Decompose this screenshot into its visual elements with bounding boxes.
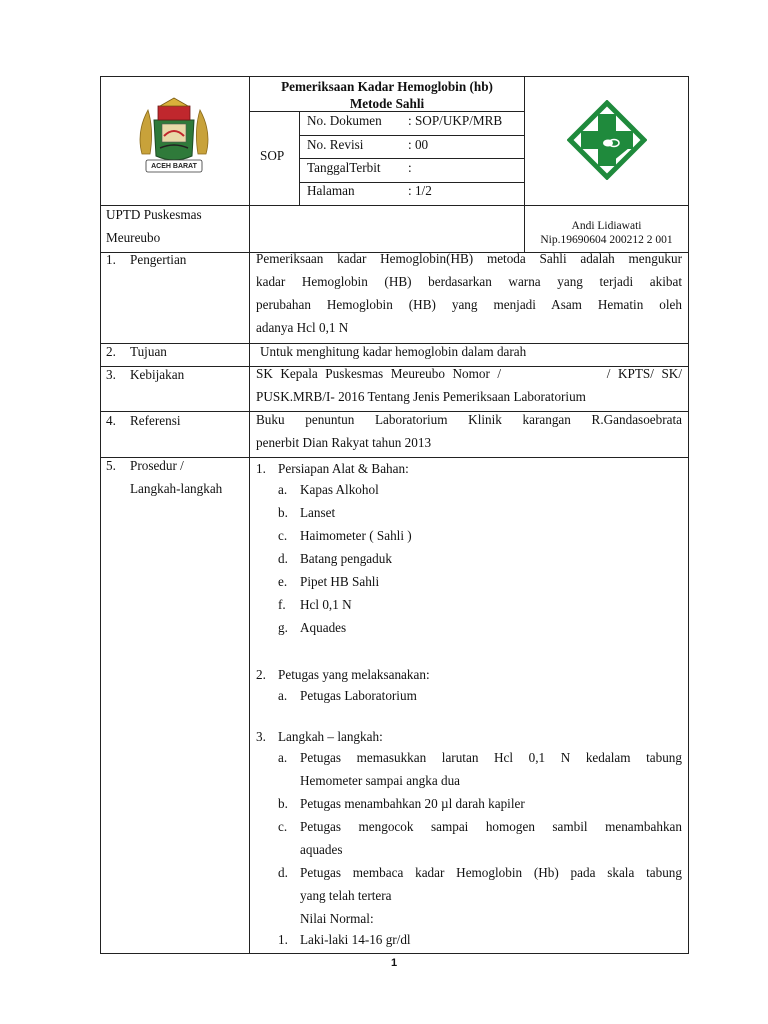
- step3-d-text: [300, 861, 682, 930]
- doc-field-value: : SOP/UKP/MRB: [408, 113, 503, 128]
- list-letter: d.: [278, 551, 288, 566]
- text-line: aquades: [300, 842, 343, 857]
- title-line-1: Pemeriksaan Kadar Hemoglobin (hb): [281, 79, 493, 94]
- text-line: yang telah tertera: [300, 888, 392, 903]
- list-text: Hcl 0,1 N: [300, 597, 352, 612]
- doc-field-label: TanggalTerbit: [307, 160, 381, 175]
- step3-a-text: [300, 746, 682, 792]
- divider: [100, 457, 689, 458]
- step-number: 1.: [278, 932, 288, 947]
- kebijakan-text: [256, 362, 682, 408]
- list-text: Haimometer ( Sahli ): [300, 528, 412, 543]
- org-name-line-1: UPTD Puskesmas: [106, 207, 202, 222]
- section-number: 3.: [106, 367, 116, 382]
- list-letter: e.: [278, 574, 288, 589]
- list-letter: d.: [278, 865, 288, 880]
- list-text: Lanset: [300, 505, 336, 520]
- list-text: Kapas Alkohol: [300, 482, 379, 497]
- doc-field-label: No. Revisi: [307, 137, 364, 152]
- section-number: 4.: [106, 413, 116, 428]
- list-text: Batang pengaduk: [300, 551, 392, 566]
- section-label: Tujuan: [130, 344, 167, 359]
- divider: [299, 135, 525, 136]
- pengertian-text: [256, 247, 682, 339]
- section-number: 1.: [106, 252, 116, 267]
- text-line: PUSK.MRB/I- 2016 Tentang Jenis Pemeriksaan Laboratorium: [256, 389, 586, 404]
- divider: [249, 76, 250, 954]
- step-number: 3.: [256, 729, 266, 744]
- logo-caption: ACEH BARAT: [151, 163, 197, 170]
- text-line: perubahan Hemoglobin (HB) yang menjadi Asam Hematin oleh: [256, 297, 682, 312]
- text-line: Petugas mengocok sampai homogen sambil menambahkan: [300, 819, 682, 834]
- list-letter: g.: [278, 620, 288, 635]
- doc-field-value: : 00: [408, 137, 429, 152]
- tujuan-text: Untuk menghitung kadar hemoglobin dalam darah: [260, 344, 527, 359]
- list-text: Pipet HB Sahli: [300, 574, 380, 589]
- table-border-right: [688, 76, 689, 954]
- title-line-2: Metode Sahli: [349, 96, 425, 111]
- referensi-text: [256, 408, 682, 454]
- list-letter: b.: [278, 505, 288, 520]
- section-label: Prosedur /: [130, 458, 184, 473]
- text-line: Hemometer sampai angka dua: [300, 773, 461, 788]
- step-number: 1.: [256, 461, 266, 476]
- doc-field-value: : 1/2: [408, 183, 432, 198]
- aceh-barat-logo: [132, 96, 216, 178]
- org-name-line-2: Meureubo: [106, 230, 161, 245]
- signer-name: Andi Lidiawati: [571, 220, 642, 232]
- list-letter: b.: [278, 796, 288, 811]
- text-line: kadar Hemoglobin (HB) berdasarkan warna yang terjadi akibat: [256, 274, 682, 289]
- section-number: 2.: [106, 344, 116, 359]
- table-border-bottom: [100, 953, 689, 954]
- text-line: Petugas memasukkan larutan Hcl 0,1 N kedalam tabung: [300, 750, 682, 765]
- list-letter: a.: [278, 750, 288, 765]
- signer-nip: Nip.19690604 200212 2 001: [540, 234, 673, 246]
- doc-field-value: :: [408, 160, 412, 175]
- step-title: Petugas yang melaksanakan:: [278, 667, 430, 682]
- step-title: Persiapan Alat & Bahan:: [278, 461, 409, 476]
- section-label: Referensi: [130, 413, 181, 428]
- text-line: Petugas membaca kadar Hemoglobin (Hb) pada skala tabung: [300, 865, 682, 880]
- doc-field-label: Halaman: [307, 183, 355, 198]
- list-text: Aquades: [300, 620, 347, 635]
- step3-c-text: [300, 815, 682, 861]
- step-number: 2.: [256, 667, 266, 682]
- section-label: Pengertian: [130, 252, 187, 267]
- table-border-top: [100, 76, 689, 77]
- section-number: 5.: [106, 458, 116, 473]
- step-title: Langkah – langkah:: [278, 729, 383, 744]
- text-line: Nilai Normal:: [300, 911, 374, 926]
- table-border-left: [100, 76, 101, 954]
- divider: [299, 158, 525, 159]
- list-letter: a.: [278, 688, 288, 703]
- sop-label: SOP: [260, 148, 285, 163]
- list-text: Petugas menambahkan 20 µl darah kapiler: [300, 796, 525, 811]
- list-letter: c.: [278, 819, 288, 834]
- list-letter: c.: [278, 528, 288, 543]
- puskesmas-cross-logo: [567, 100, 647, 180]
- text-line: Buku penuntun Laboratorium Klinik karangan R.Gandasoebrata: [256, 412, 682, 427]
- text-line: adanya Hcl 0,1 N: [256, 320, 349, 335]
- section-label: Kebijakan: [130, 367, 185, 382]
- list-text: Petugas Laboratorium: [300, 688, 417, 703]
- section-label: Langkah-langkah: [130, 481, 223, 496]
- text-line: penerbit Dian Rakyat tahun 2013: [256, 435, 432, 450]
- doc-field-label: No. Dokumen: [307, 113, 382, 128]
- document-title: [250, 78, 524, 112]
- text-line: Pemeriksaan kadar Hemoglobin(HB) metoda Sahli adalah mengukur: [256, 251, 682, 266]
- list-letter: a.: [278, 482, 288, 497]
- list-letter: f.: [278, 597, 286, 612]
- text-line: SK Kepala Puskesmas Meureubo Nomor / / KPTS/ SK/: [256, 366, 682, 381]
- page-number: 1: [390, 957, 398, 969]
- list-text: Laki-laki 14-16 gr/dl: [300, 932, 411, 947]
